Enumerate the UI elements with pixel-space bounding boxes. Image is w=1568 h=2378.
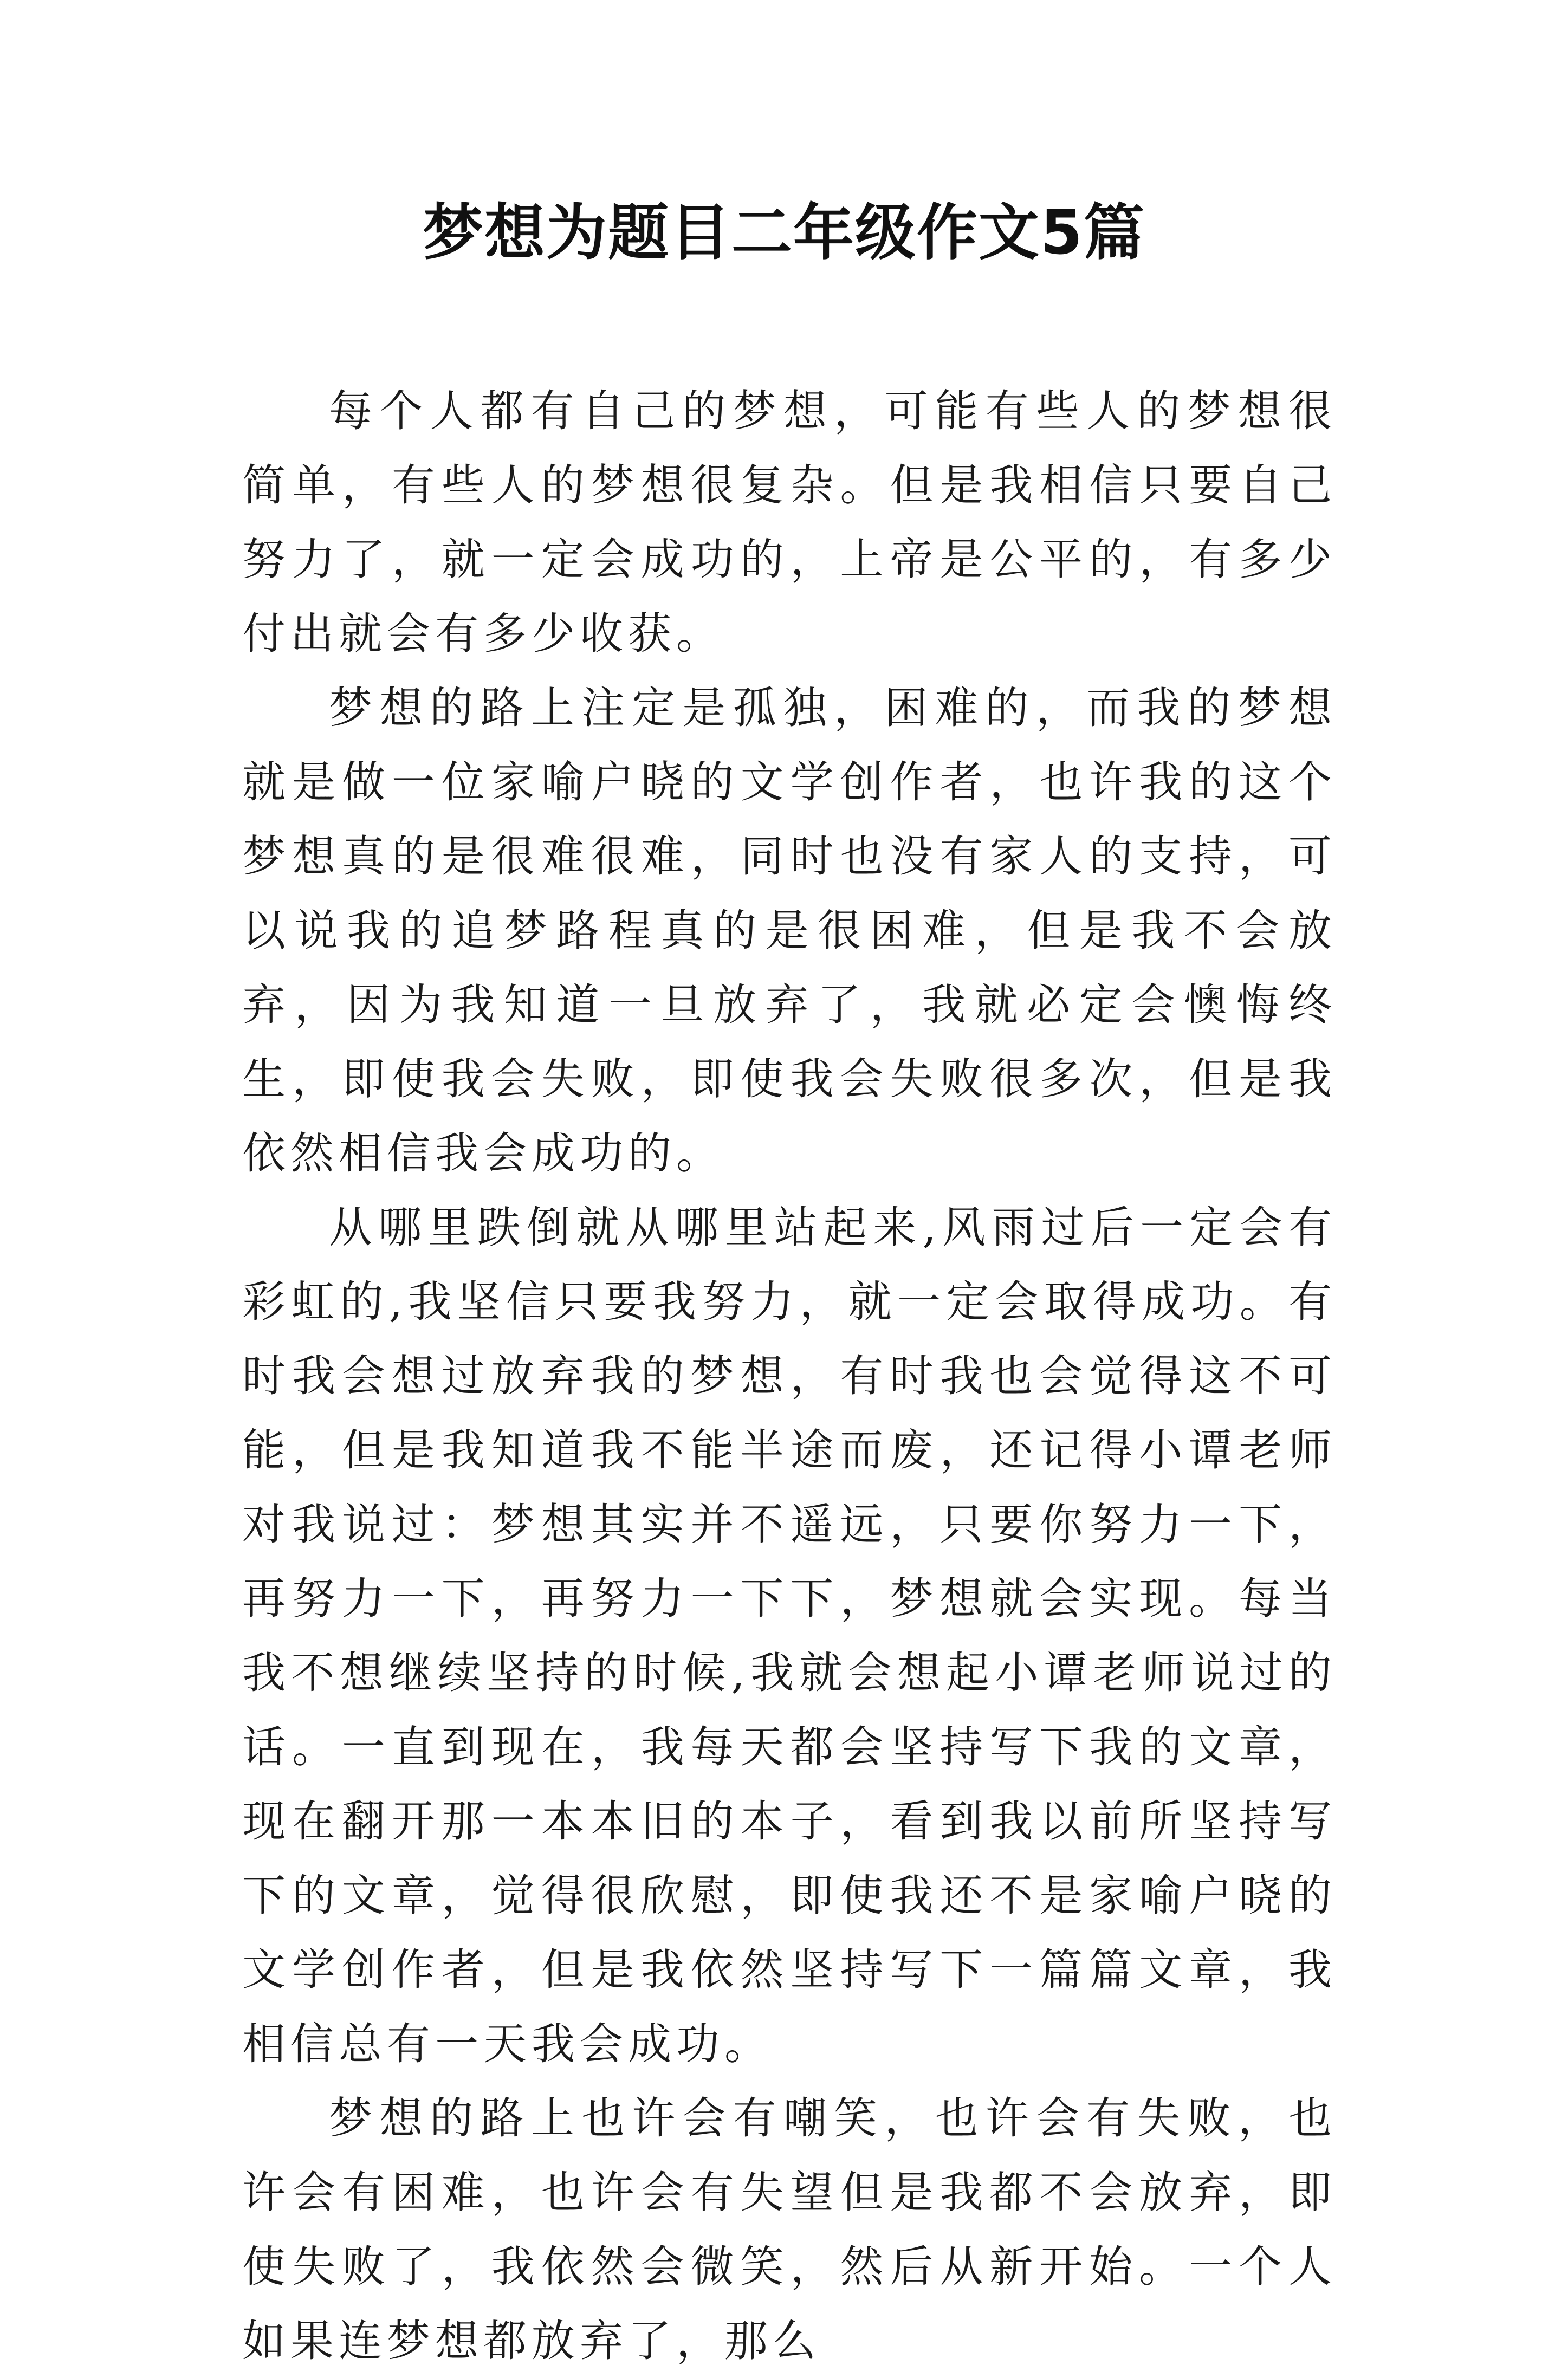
document-title: 梦想为题目二年级作文5篇 <box>423 198 1145 268</box>
document-body <box>242 374 1337 2378</box>
paragraph-1: 每个人都有自己的梦想，可能有些人的梦想很简单，有些人的梦想很复杂。但是我相信只要自己努力了，就一定会成功的，上帝是公平的，有多少付出就会有多少收获。 <box>242 386 1337 659</box>
paragraph-2: 梦想的路上注定是孤独，困难的，而我的梦想就是做一位家喻户晓的文学创作者，也许我的这个梦想真的是很难很难，同时也没有家人的支持，可以说我的追梦路程真的是很困难，但是我不会放弃，因为我知道一旦放弃了，我就必定会懊悔终生，即使我会失败，即使我会失败很多次，但是我依然相信我会成功的。 <box>242 683 1337 1178</box>
paragraph-4: 梦想的路上也许会有嘲笑，也许会有失败，也许会有困难，也许会有失望但是我都不会放弃，即使失败了，我依然会微笑，然后从新开始。一个人如果连梦想都放弃了，那么 <box>242 2093 1337 2366</box>
paragraph-3: 从哪里跌倒就从哪里站起来,风雨过后一定会有彩虹的,我坚信只要我努力，就一定会取得成功。有时我会想过放弃我的梦想，有时我也会觉得这不可能，但是我知道我不能半途而废，还记得小谭老师对我说过：梦想其实并不遥远，只要你努力一下，再努力一下，再努力一下下，梦想就会实现。每当我不想继续坚持的时候,我就会想起小谭老师说过的话。一直到现在，我每天都会坚持写下我的文章，现在翻开那一本本旧的本子，看到我以前所坚持写下的文章，觉得很欣慰，即使我还不是家喻户晓的文学创作者，但是我依然坚持写下一篇篇文章，我相信总有一天我会成功。 <box>242 1202 1337 2069</box>
